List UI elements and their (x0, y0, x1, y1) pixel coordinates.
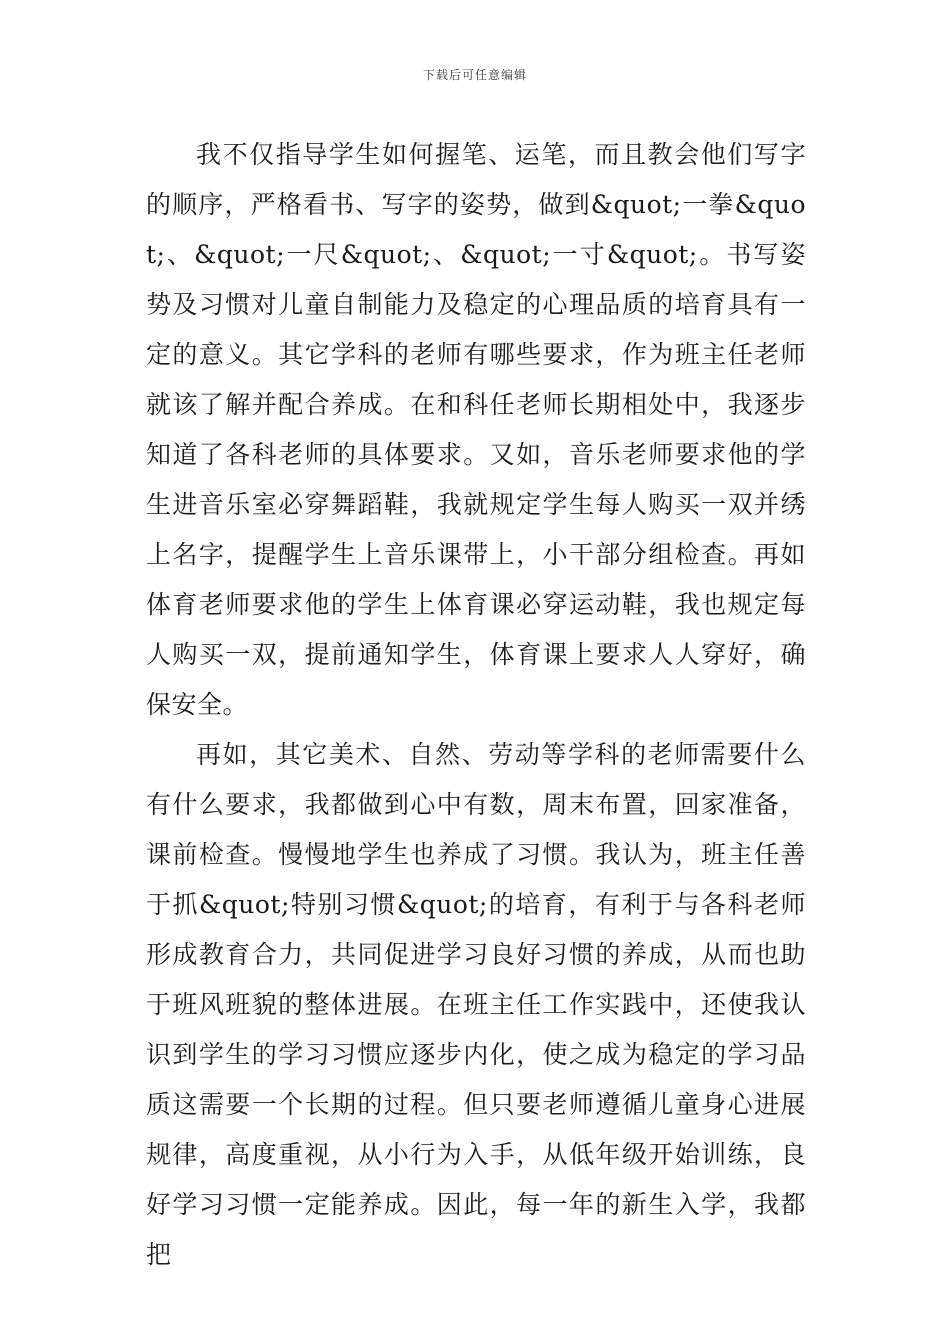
document-body (146, 130, 806, 1280)
paragraph-2: 再如，其它美术、自然、劳动等学科的老师需要什么有什么要求，我都做到心中有数，周末布置，回家准备，课前检查。慢慢地学生也养成了习惯。我认为，班主任善于抓&quot;特别习惯&quot;的培育，有利于与各科老师形成教育合力，共同促进学习良好习惯的养成，从而也助于班风班貌的整体进展。在班主任工作实践中，还使我认识到学生的学习习惯应逐步内化，使之成为稳定的学习品质这需要一个长期的过程。但只要老师遵循儿童身心进展规律，高度重视，从小行为入手，从低年级开始训练，良好学习习惯一定能养成。因此，每一年的新生入学，我都把 (146, 740, 806, 1269)
paragraph-1: 我不仅指导学生如何握笔、运笔，而且教会他们写字的顺序，严格看书、写字的姿势，做到&quot;一拳&quot;、&quot;一尺&quot;、&quot;一寸&quot;。书写姿势及习惯对儿童自制能力及稳定的心理品质的培育具有一定的意义。其它学科的老师有哪些要求，作为班主任老师就该了解并配合养成。在和科任老师长期相处中，我逐步知道了各科老师的具体要求。又如，音乐老师要求他的学生进音乐室必穿舞蹈鞋，我就规定学生每人购买一双并绣上名字，提醒学生上音乐课带上，小干部分组检查。再如体育老师要求他的学生上体育课必穿运动鞋，我也规定每人购买一双，提前通知学生，体育课上要求人人穿好，确保安全。 (146, 140, 806, 719)
page-header: 下载后可任意编辑 (422, 68, 527, 82)
